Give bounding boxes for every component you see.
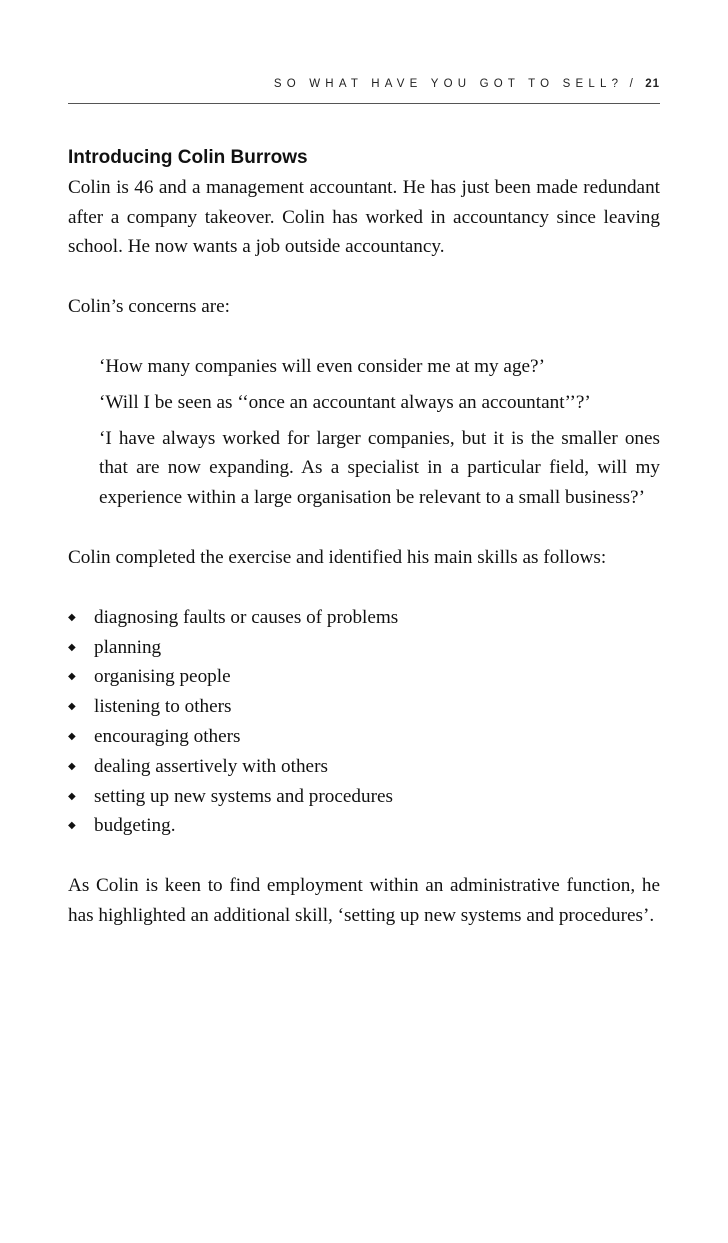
running-header [274, 78, 660, 90]
concerns-quotes [68, 352, 660, 513]
header-rule [68, 103, 660, 104]
skill-text: encouraging others [94, 725, 241, 747]
intro-paragraph: Colin is 46 and a management accountant. He has just been made redundant after a company takeover. Colin has worked in accountancy since leaving school. He now wants a job outside accountancy. [68, 176, 660, 258]
list-item [68, 662, 660, 692]
concern-quote: ‘I have always worked for larger companies, but it is the smaller ones that are now expanding. As a specialist in a particular field, will my experience within a large organisation be relevant to a small business?’ [99, 427, 660, 509]
skill-text: diagnosing faults or causes of problems [94, 606, 399, 628]
skill-text: organising people [94, 666, 231, 688]
diamond-bullet-icon: ◆ [68, 701, 76, 713]
diamond-bullet-icon: ◆ [68, 611, 76, 623]
skills-lead: Colin completed the exercise and identified his main skills as follows: [68, 546, 607, 568]
skill-text: budgeting. [94, 815, 176, 837]
book-page [68, 0, 660, 1243]
skills-list [68, 603, 660, 841]
diamond-bullet-icon: ◆ [68, 760, 76, 772]
diamond-bullet-icon: ◆ [68, 730, 76, 742]
list-item [68, 782, 660, 812]
list-item [68, 811, 660, 841]
header-separator: / [629, 78, 633, 90]
skill-text: setting up new systems and procedures [94, 785, 393, 807]
skill-text: dealing assertively with others [94, 755, 328, 777]
list-item [68, 603, 660, 633]
list-item [68, 752, 660, 782]
list-item [68, 722, 660, 752]
diamond-bullet-icon: ◆ [68, 641, 76, 653]
skill-text: planning [94, 636, 162, 658]
skill-text: listening to others [94, 696, 232, 718]
diamond-bullet-icon: ◆ [68, 820, 76, 832]
list-item [68, 692, 660, 722]
list-item [68, 633, 660, 663]
concern-quote: ‘How many companies will even consider me at my age?’ [99, 355, 545, 377]
running-title: SO WHAT HAVE YOU GOT TO SELL? [273, 78, 624, 90]
diamond-bullet-icon: ◆ [68, 790, 76, 802]
closing-paragraph: As Colin is keen to find employment within an administrative function, he has highlighted an additional skill, ‘setting up new systems and procedures’. [68, 875, 660, 926]
section-heading: Introducing Colin Burrows [68, 147, 308, 168]
concern-quote: ‘Will I be seen as ‘‘once an accountant always an accountant’’?’ [99, 391, 591, 413]
diamond-bullet-icon: ◆ [68, 671, 76, 683]
page-number: 21 [645, 78, 660, 90]
page-body [68, 141, 660, 931]
concerns-lead: Colin’s concerns are: [68, 296, 230, 318]
